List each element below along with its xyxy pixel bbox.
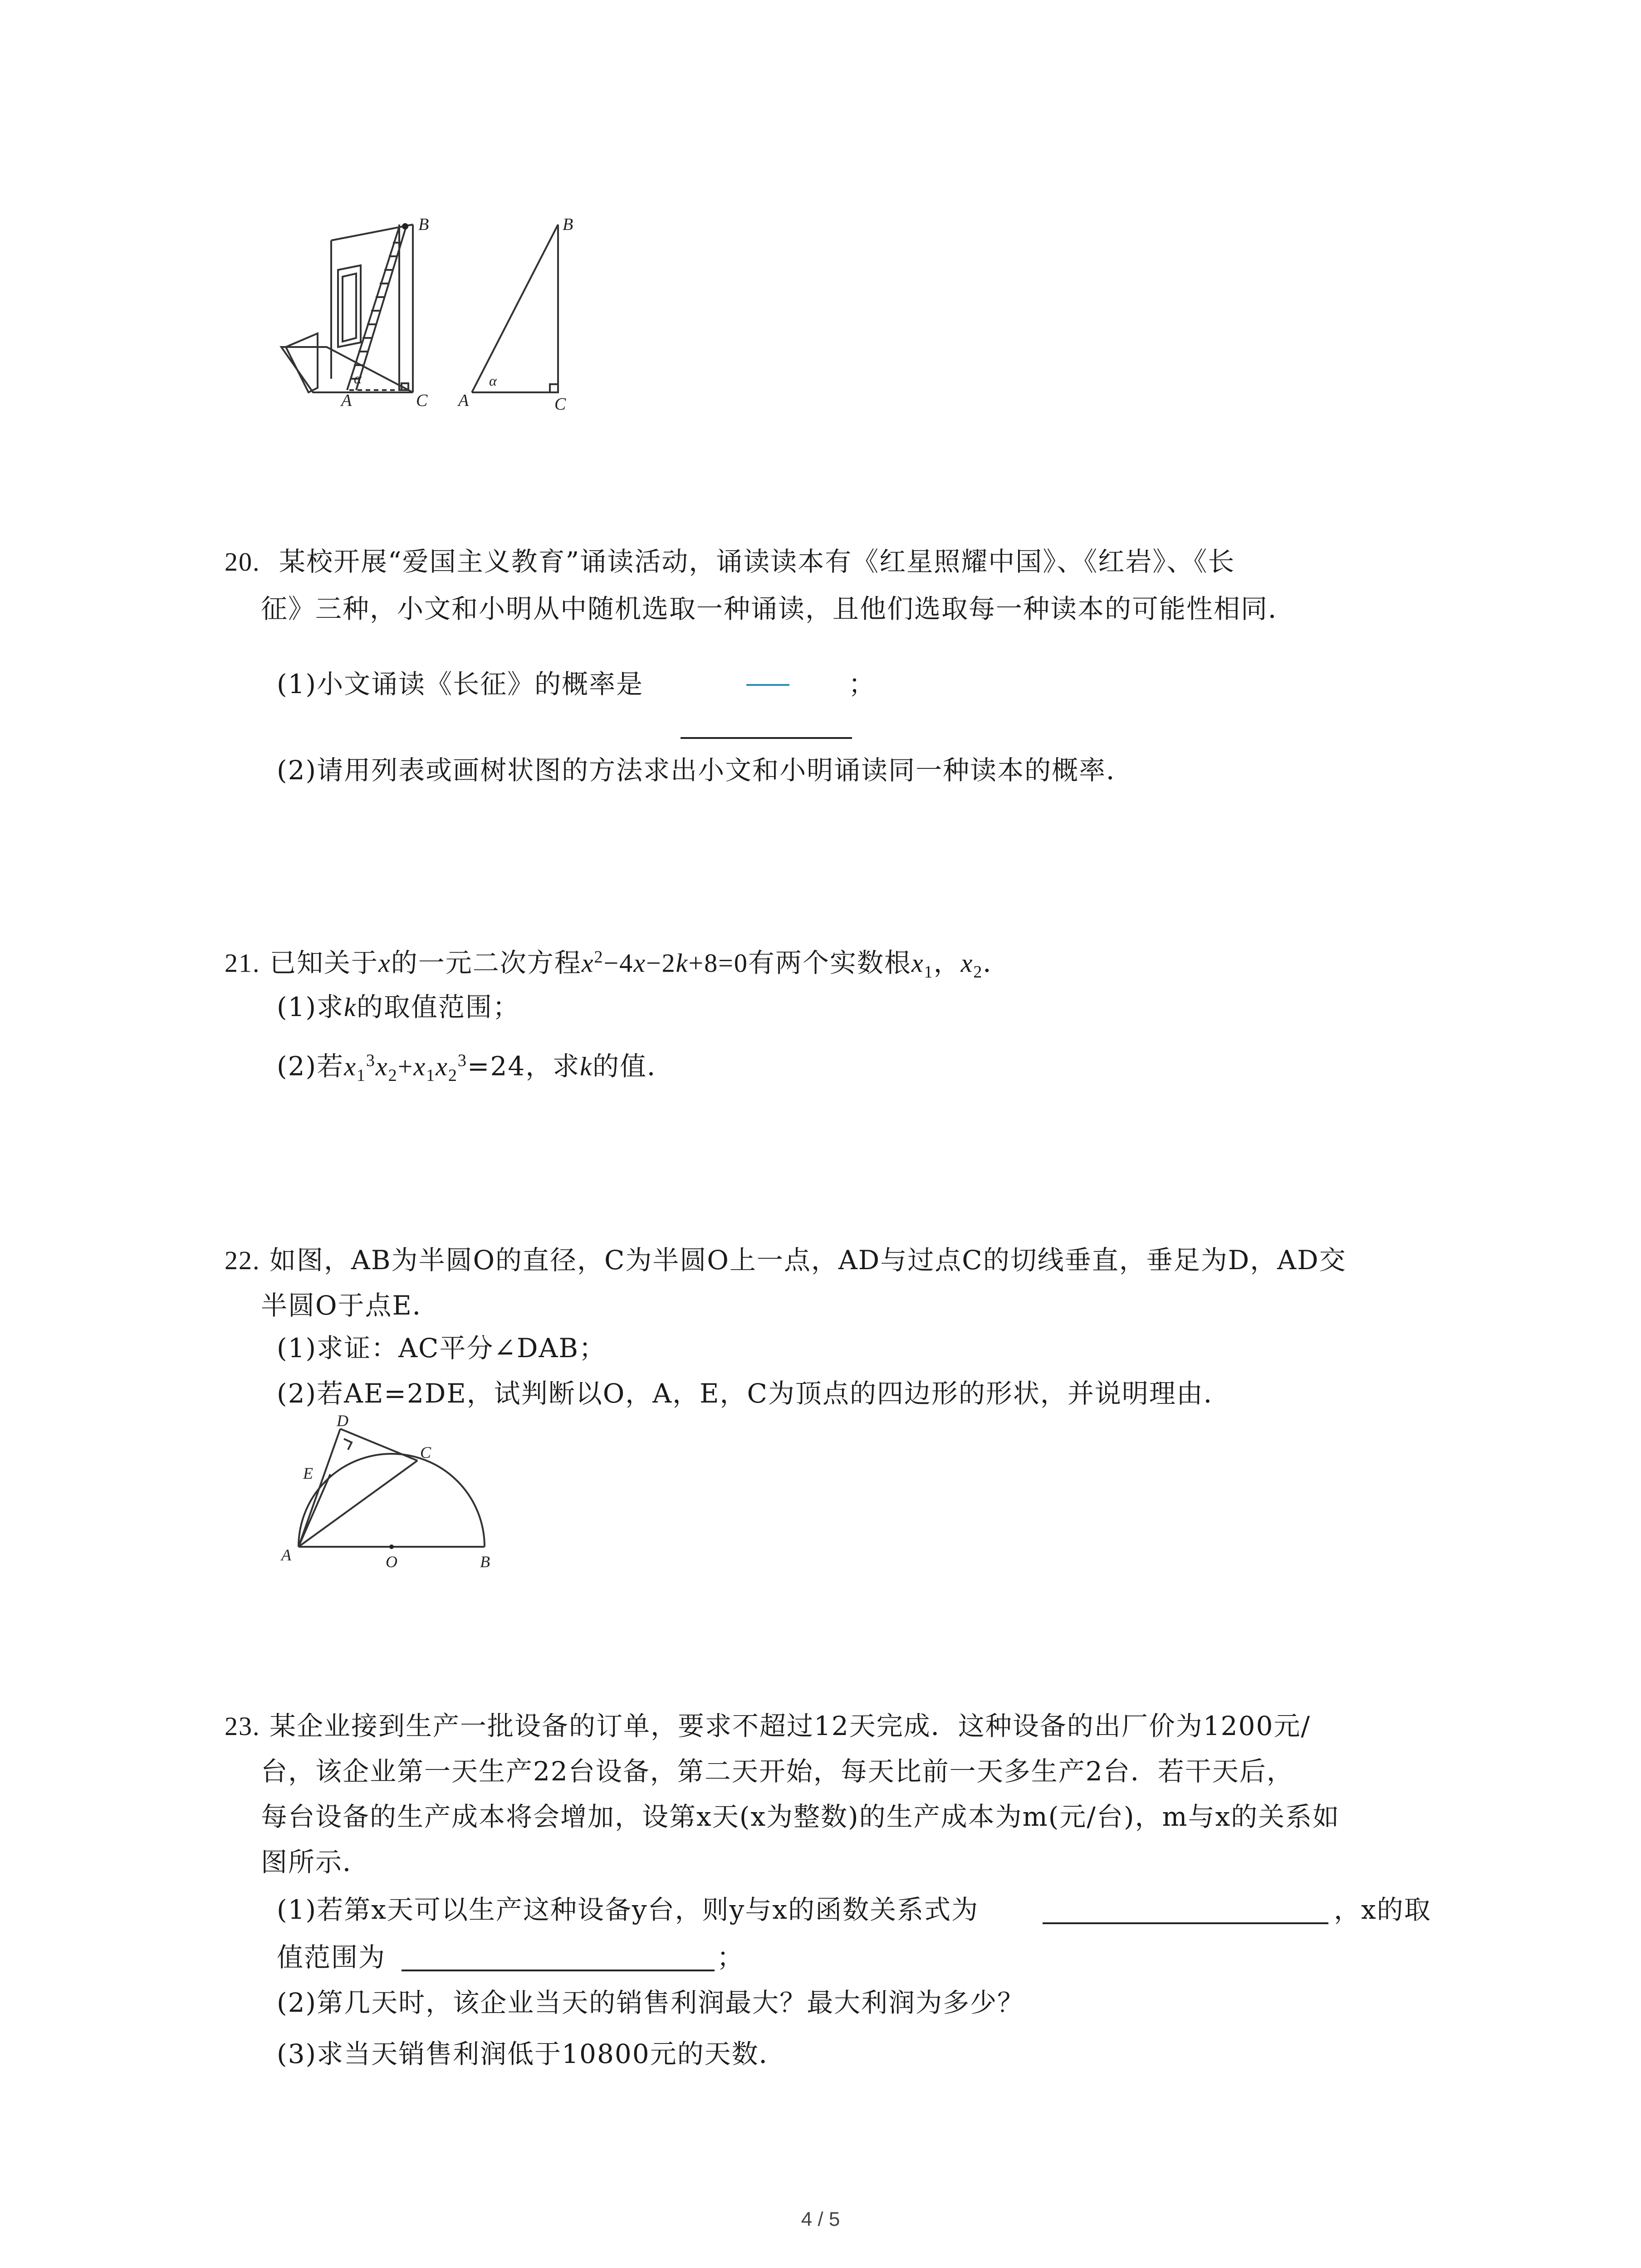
label-B2: B [563,215,573,234]
label-C: C [420,1443,431,1461]
q23-part3: (3)求当天销售利润低于10800元的天数． [277,2038,786,2069]
label-A: A [341,391,352,410]
label-O: O [386,1553,397,1571]
q20-stem-line2: 征》三种，小文和小明从中随机选取一种诵读，且他们选取每一种读本的可能性相同． [261,593,1296,624]
q21-stem: 21. 已知关于x的一元二次方程$x^2-4x-2k+8=0$有两个实数根$x_1$，$x_2$． [225,947,1010,982]
q20-part2: (2)请用列表或画树状图的方法求出小文和小明诵读同一种读本的概率． [277,755,1134,786]
q23-part1-b: ，x的取 [1334,1894,1431,1925]
q21-number: 21. [225,948,260,978]
q23-blank-function[interactable] [1043,1922,1328,1924]
label-B: B [418,215,429,234]
q22-part2: (2)若AE=2DE，试判断以O，A，E，C为顶点的四边形的形状，并说明理由． [277,1378,1231,1409]
q20-part1: (1)小文诵读《长征》的概率是 [277,669,644,699]
q22-number: 22. [225,1246,260,1275]
label-alpha: α [354,370,362,386]
label-C2: C [554,395,566,414]
q23-line4: 图所示． [261,1847,370,1877]
q20-number: 20. [225,547,260,577]
ladder-figure [272,206,590,415]
q21-part1: (1)求k的取值范围； [277,992,520,1022]
q23-part2: (2)第几天时，该企业当天的销售利润最大？最大利润为多少？ [277,1987,1025,2018]
label-A2: A [458,391,469,410]
label-B: B [480,1553,490,1571]
q21-part2: (2)若$x_1^3x_2+x_1x_2^3=24$，求k的值． [277,1051,675,1085]
q23-line1: 23. 某企业接到生产一批设备的订单，要求不超过12天完成．这种设备的出厂价为1200元/ [225,1711,1311,1741]
q20-answer-blank[interactable] [681,737,852,739]
q23-part1-c: 值范围为 [277,1942,386,1973]
q23-number: 23. [225,1711,260,1741]
label-D: D [337,1412,348,1430]
fraction-bar [746,684,789,686]
semicircle-figure [272,1411,499,1579]
q22-part1: (1)求证：AC平分∠DAB； [277,1333,607,1364]
label-C: C [416,391,428,410]
q23-part1-a: (1)若第x天可以生产这种设备y台，则y与x的函数关系式为 [277,1894,979,1925]
q22-line1: 22. 如图，AB为半圆O的直径，C为半圆O上一点，AD与过点C的切线垂直，垂足为D，AD交 [225,1245,1347,1276]
q23-line3: 每台设备的生产成本将会增加，设第x天(x为整数)的生产成本为m(元/台)，m与x的关系如 [261,1801,1340,1832]
label-E: E [303,1464,313,1482]
q22-line2: 半圆O于点E． [261,1290,440,1321]
page-number: 4 / 5 [801,2208,840,2230]
label-A: A [281,1546,291,1564]
q23-part1-end: ； [717,1942,745,1973]
q23-blank-range[interactable] [402,1970,715,1971]
q20-stem-line1: 某校开展“爱国主义教育”诵读活动，诵读读本有《红星照耀中国》、《红岩》、《长 [279,546,1235,577]
label-alpha2: α [489,372,497,389]
q23-line2: 台，该企业第一天生产22台设备，第二天开始，每天比前一天多生产2台．若干天后， [261,1756,1294,1787]
q20-part1-end: ； [848,669,876,699]
